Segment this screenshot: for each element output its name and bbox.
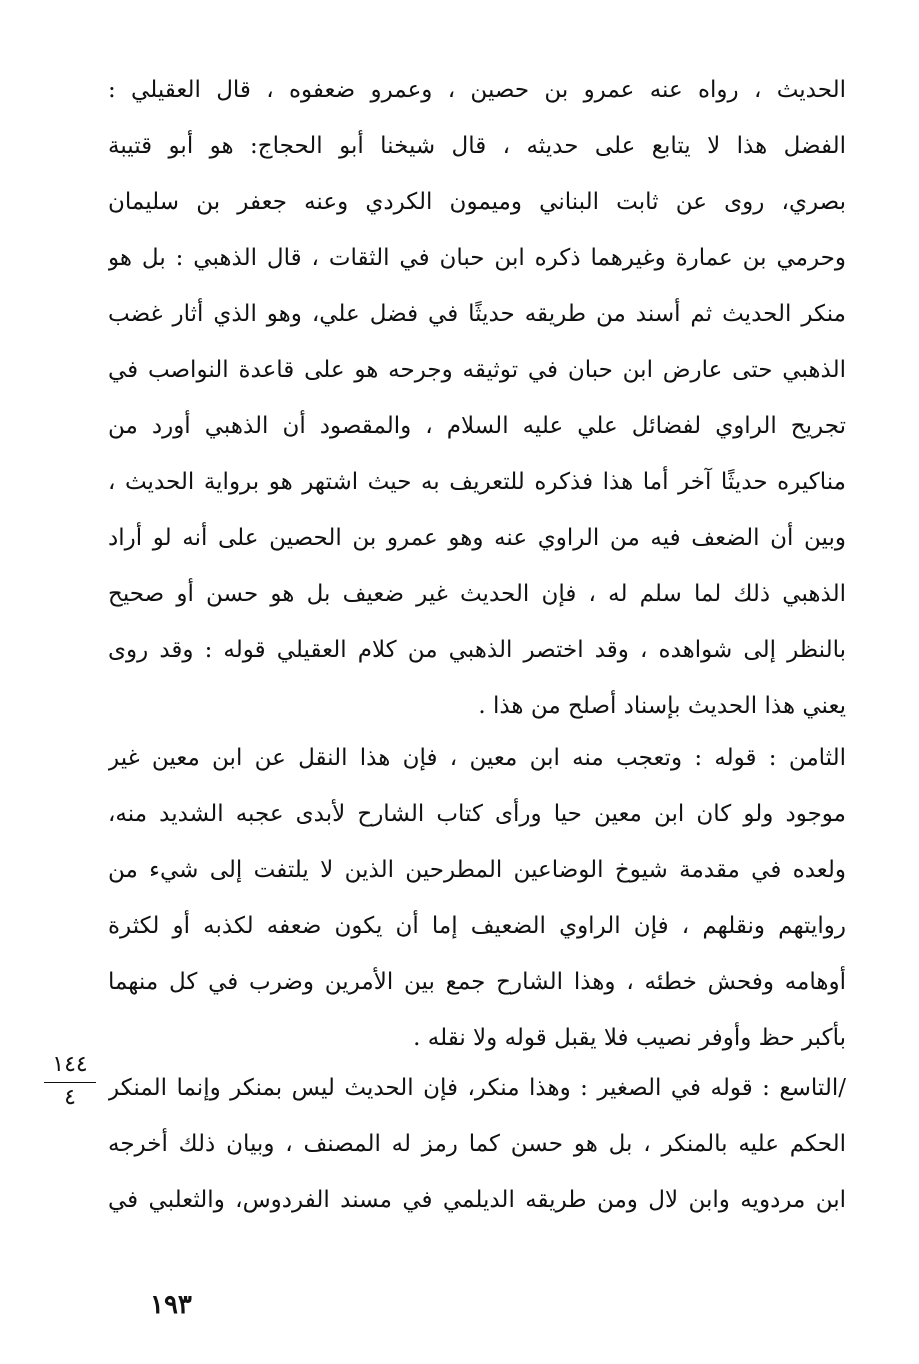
text-line: يعني هذا الحديث بإسناد أصلح من هذا . (478, 693, 846, 719)
margin-reference-rule (44, 1082, 96, 1083)
text-line: منكر الحديث ثم أسند من طريقه حديثًا في فضل علي، وهو الذي أثار غضب (108, 301, 846, 327)
text-line: أوهامه وفحش خطئه ، وهذا الشارح جمع بين الأمرين وضرب في كل منهما (108, 969, 846, 995)
text-line: موجود ولو كان ابن معين حيا ورأى كتاب الشارح لأبدى عجبه الشديد منه، (108, 801, 846, 827)
margin-reference-bottom: ٤ (64, 1085, 76, 1110)
paragraph-3 (108, 1060, 846, 1228)
margin-reference (44, 1052, 96, 1111)
text-line: الحديث ، رواه عنه عمرو بن حصين ، وعمرو ضعفوه ، قال العقيلي : (108, 77, 846, 103)
paragraph-1 (108, 62, 846, 734)
paragraph-2 (108, 730, 846, 1066)
text-line: بأكبر حظ وأوفر نصيب فلا يقبل قوله ولا نقله . (413, 1025, 846, 1051)
text-line: ولعده في مقدمة شيوخ الوضاعين المطرحين الذين لا يلتفت إلى شيء من (108, 857, 846, 883)
text-line: مناكيره حديثًا آخر أما هذا فذكره للتعريف به حيث اشتهر هو برواية الحديث ، (108, 469, 846, 495)
text-line: الحكم عليه بالمنكر ، بل هو حسن كما رمز له المصنف ، وبيان ذلك أخرجه (108, 1131, 846, 1157)
text-line: روايتهم ونقلهم ، فإن الراوي الضعيف إما أن يكون ضعفه لكذبه أو لكثرة (108, 913, 846, 939)
text-line: الثامن : قوله : وتعجب منه ابن معين ، فإن هذا النقل عن ابن معين غير (108, 745, 846, 771)
text-line: تجريح الراوي لفضائل علي عليه السلام ، والمقصود أن الذهبي أورد من (108, 413, 846, 439)
text-line: الفضل هذا لا يتابع على حديثه ، قال شيخنا أبو الحجاج: هو أبو قتيبة (108, 133, 846, 159)
text-line: بالنظر إلى شواهده ، وقد اختصر الذهبي من كلام العقيلي قوله : وقد روى (108, 637, 846, 663)
margin-reference-top: ١٤٤ (52, 1052, 88, 1077)
text-line: وحرمي بن عمارة وغيرهما ذكره ابن حبان في الثقات ، قال الذهبي : بل هو (108, 245, 846, 271)
text-line: وبين أن الضعف فيه من الراوي عنه وهو عمرو بن الحصين على أنه لو أراد (108, 525, 846, 551)
page-number: ١٩٣ (150, 1290, 192, 1320)
text-line: الذهبي ذلك لما سلم له ، فإن الحديث غير ضعيف بل هو حسن أو صحيح (108, 581, 846, 607)
text-line: /التاسع : قوله في الصغير : وهذا منكر، فإن الحديث ليس بمنكر وإنما المنكر (108, 1075, 846, 1101)
text-line: الذهبي حتى عارض ابن حبان في توثيقه وجرحه هو على قاعدة النواصب في (108, 357, 846, 383)
text-line: ابن مردويه وابن لال ومن طريقه الديلمي في مسند الفردوس، والثعلبي في (108, 1187, 846, 1213)
text-line: بصري، روى عن ثابت البناني وميمون الكردي وعنه جعفر بن سليمان (108, 189, 846, 215)
